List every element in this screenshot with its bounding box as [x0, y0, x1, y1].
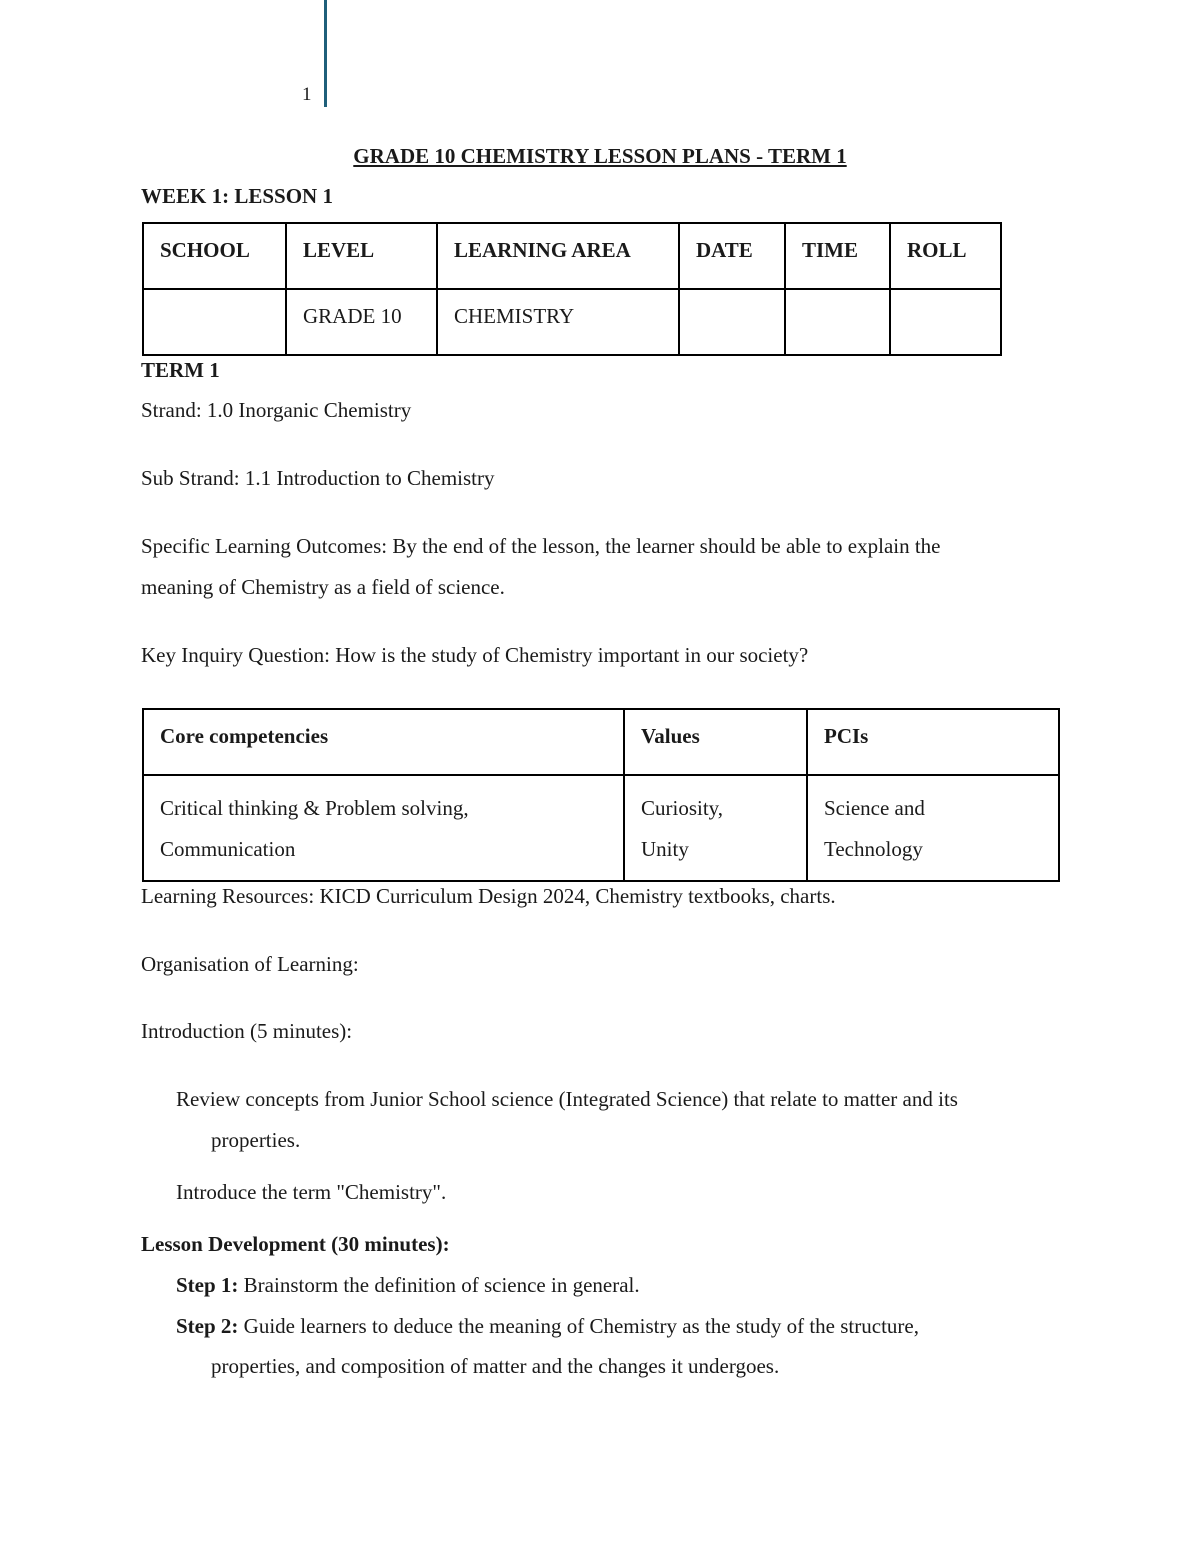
header-core-competencies: Core competencies	[143, 709, 624, 775]
key-inquiry-question: Key Inquiry Question: How is the study of Chemistry important in our society?	[141, 643, 809, 667]
header-level: LEVEL	[286, 223, 437, 289]
page-number: 1	[302, 84, 312, 105]
cell-learning-area: CHEMISTRY	[437, 289, 679, 355]
header-date: DATE	[679, 223, 785, 289]
cell-core-competencies	[143, 775, 624, 881]
step-1	[176, 1265, 640, 1306]
step-2	[176, 1306, 919, 1347]
competency-line-2: Communication	[160, 837, 296, 861]
cell-time	[785, 289, 890, 355]
cell-values	[624, 775, 807, 881]
document-title: GRADE 10 CHEMISTRY LESSON PLANS - TERM 1	[353, 144, 847, 168]
introduction-heading: Introduction (5 minutes):	[141, 1019, 353, 1043]
pcis-line-1: Science and	[824, 796, 925, 820]
specific-learning-outcomes: Specific Learning Outcomes: By the end of the lesson, the learner should be able to explain the	[141, 534, 941, 558]
sub-strand: Sub Strand: 1.1 Introduction to Chemistry	[141, 466, 495, 490]
table-header-row	[143, 709, 1059, 775]
step-2-label: Step 2:	[176, 1314, 239, 1338]
step-2-text: Guide learners to deduce the meaning of Chemistry as the study of the structure,	[243, 1314, 919, 1338]
header-time: TIME	[785, 223, 890, 289]
organisation-of-learning: Organisation of Learning:	[141, 952, 359, 976]
competency-table	[142, 708, 1060, 882]
step-1-label: Step 1:	[176, 1273, 239, 1297]
cell-pcis	[807, 775, 1059, 881]
table-row	[143, 775, 1059, 881]
step-2-text-cont: properties, and composition of matter and the changes it undergoes.	[211, 1354, 780, 1378]
header-pcis: PCIs	[807, 709, 1059, 775]
step-1-text: Brainstorm the definition of science in general.	[243, 1273, 640, 1297]
table-row	[143, 289, 1001, 355]
intro-item-introduce: Introduce the term "Chemistry".	[176, 1180, 447, 1204]
competency-line-1: Critical thinking & Problem solving,	[160, 796, 469, 820]
values-line-1: Curiosity,	[641, 796, 724, 820]
header-rule	[324, 0, 327, 107]
intro-item-review-cont: properties.	[211, 1128, 301, 1152]
cell-school	[143, 289, 286, 355]
header-values: Values	[624, 709, 807, 775]
pcis-line-2: Technology	[824, 837, 923, 861]
cell-roll	[890, 289, 1001, 355]
week-lesson-heading: WEEK 1: LESSON 1	[141, 184, 333, 208]
term-heading: TERM 1	[141, 358, 220, 382]
table-header-row	[143, 223, 1001, 289]
header-roll: ROLL	[890, 223, 1001, 289]
lesson-development-heading: Lesson Development (30 minutes):	[141, 1232, 450, 1256]
lesson-info-table	[142, 222, 1002, 356]
intro-item-review: Review concepts from Junior School science (Integrated Science) that relate to matter and its	[176, 1087, 958, 1111]
values-line-2: Unity	[641, 837, 689, 861]
header-school: SCHOOL	[143, 223, 286, 289]
header-learning-area: LEARNING AREA	[437, 223, 679, 289]
specific-learning-outcomes-cont: meaning of Chemistry as a field of science.	[141, 575, 505, 599]
cell-level: GRADE 10	[286, 289, 437, 355]
learning-resources: Learning Resources: KICD Curriculum Design 2024, Chemistry textbooks, charts.	[141, 884, 836, 908]
strand: Strand: 1.0 Inorganic Chemistry	[141, 398, 412, 422]
cell-date	[679, 289, 785, 355]
